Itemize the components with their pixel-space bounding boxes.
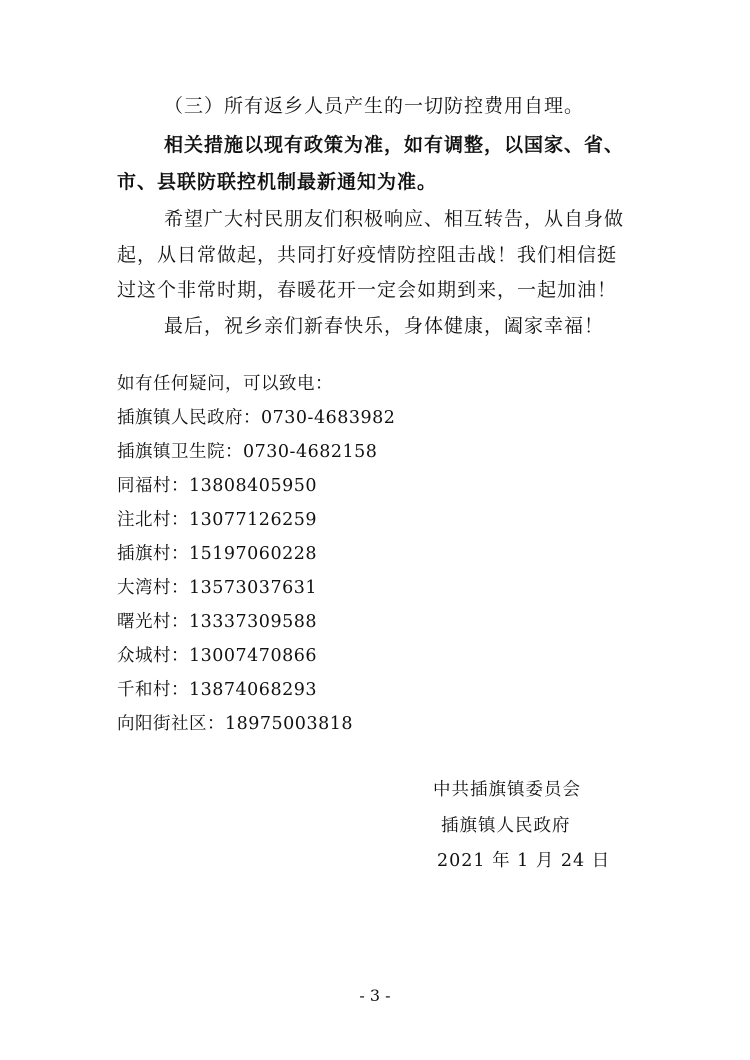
contact-label: 注北村： [117,510,189,530]
policy-note-line-2: 市、县联防联控机制最新通知为准。 [117,171,438,193]
contact-phone: 0730-4683982 [261,408,396,428]
contact-phone: 13808405950 [189,476,317,496]
contact-phone: 13874068293 [189,680,317,700]
policy-note-line-1: 相关措施以现有政策为准，如有调整，以国家、省、 [164,134,625,156]
contact-phone: 13007470866 [189,646,317,666]
contact-phone: 13573037631 [189,578,317,598]
measure-item-3: （三）所有返乡人员产生的一切防控费用自理。 [164,95,585,117]
contact-label: 插旗镇卫生院： [117,442,243,462]
signature-party-committee: 中共插旗镇委员会 [433,780,581,800]
contact-item [117,440,377,464]
contact-item [117,508,317,532]
contact-item [117,712,353,736]
contact-label: 千和村： [117,680,189,700]
contact-item [117,644,317,668]
contact-label: 同福村： [117,476,189,496]
contact-item [117,406,395,430]
contact-intro: 如有任何疑问，可以致电： [117,374,333,394]
closing-wishes: 最后，祝乡亲们新春快乐，身体健康，阖家幸福！ [164,315,605,337]
contact-item [117,576,317,600]
contact-item [117,610,317,634]
contact-label: 曙光村： [117,612,189,632]
contact-item [117,542,317,566]
signature-date: 2021 年 1 月 24 日 [437,851,611,871]
contact-item [117,678,317,702]
contact-label: 众城村： [117,646,189,666]
contact-phone: 13337309588 [189,612,317,632]
contact-label: 插旗村： [117,544,189,564]
contact-phone: 18975003818 [225,714,353,734]
contact-label: 插旗镇人民政府： [117,408,261,428]
appeal-line-1: 希望广大村民朋友们积极响应、相互转告，从自身做 [164,208,625,230]
signature-government: 插旗镇人民政府 [441,816,571,836]
page-number: - 3 - [359,986,391,1005]
contact-label: 向阳街社区： [117,714,225,734]
contact-phone: 0730-4682158 [243,442,378,462]
contact-phone: 15197060228 [189,544,317,564]
contact-phone: 13077126259 [189,510,317,530]
appeal-line-2: 起，从日常做起，共同打好疫情防控阻击战！我们相信挺 [117,244,618,266]
appeal-line-3: 过这个非常时期，春暖花开一定会如期到来，一起加油！ [117,279,618,301]
contact-label: 大湾村： [117,578,189,598]
contact-item [117,474,317,498]
